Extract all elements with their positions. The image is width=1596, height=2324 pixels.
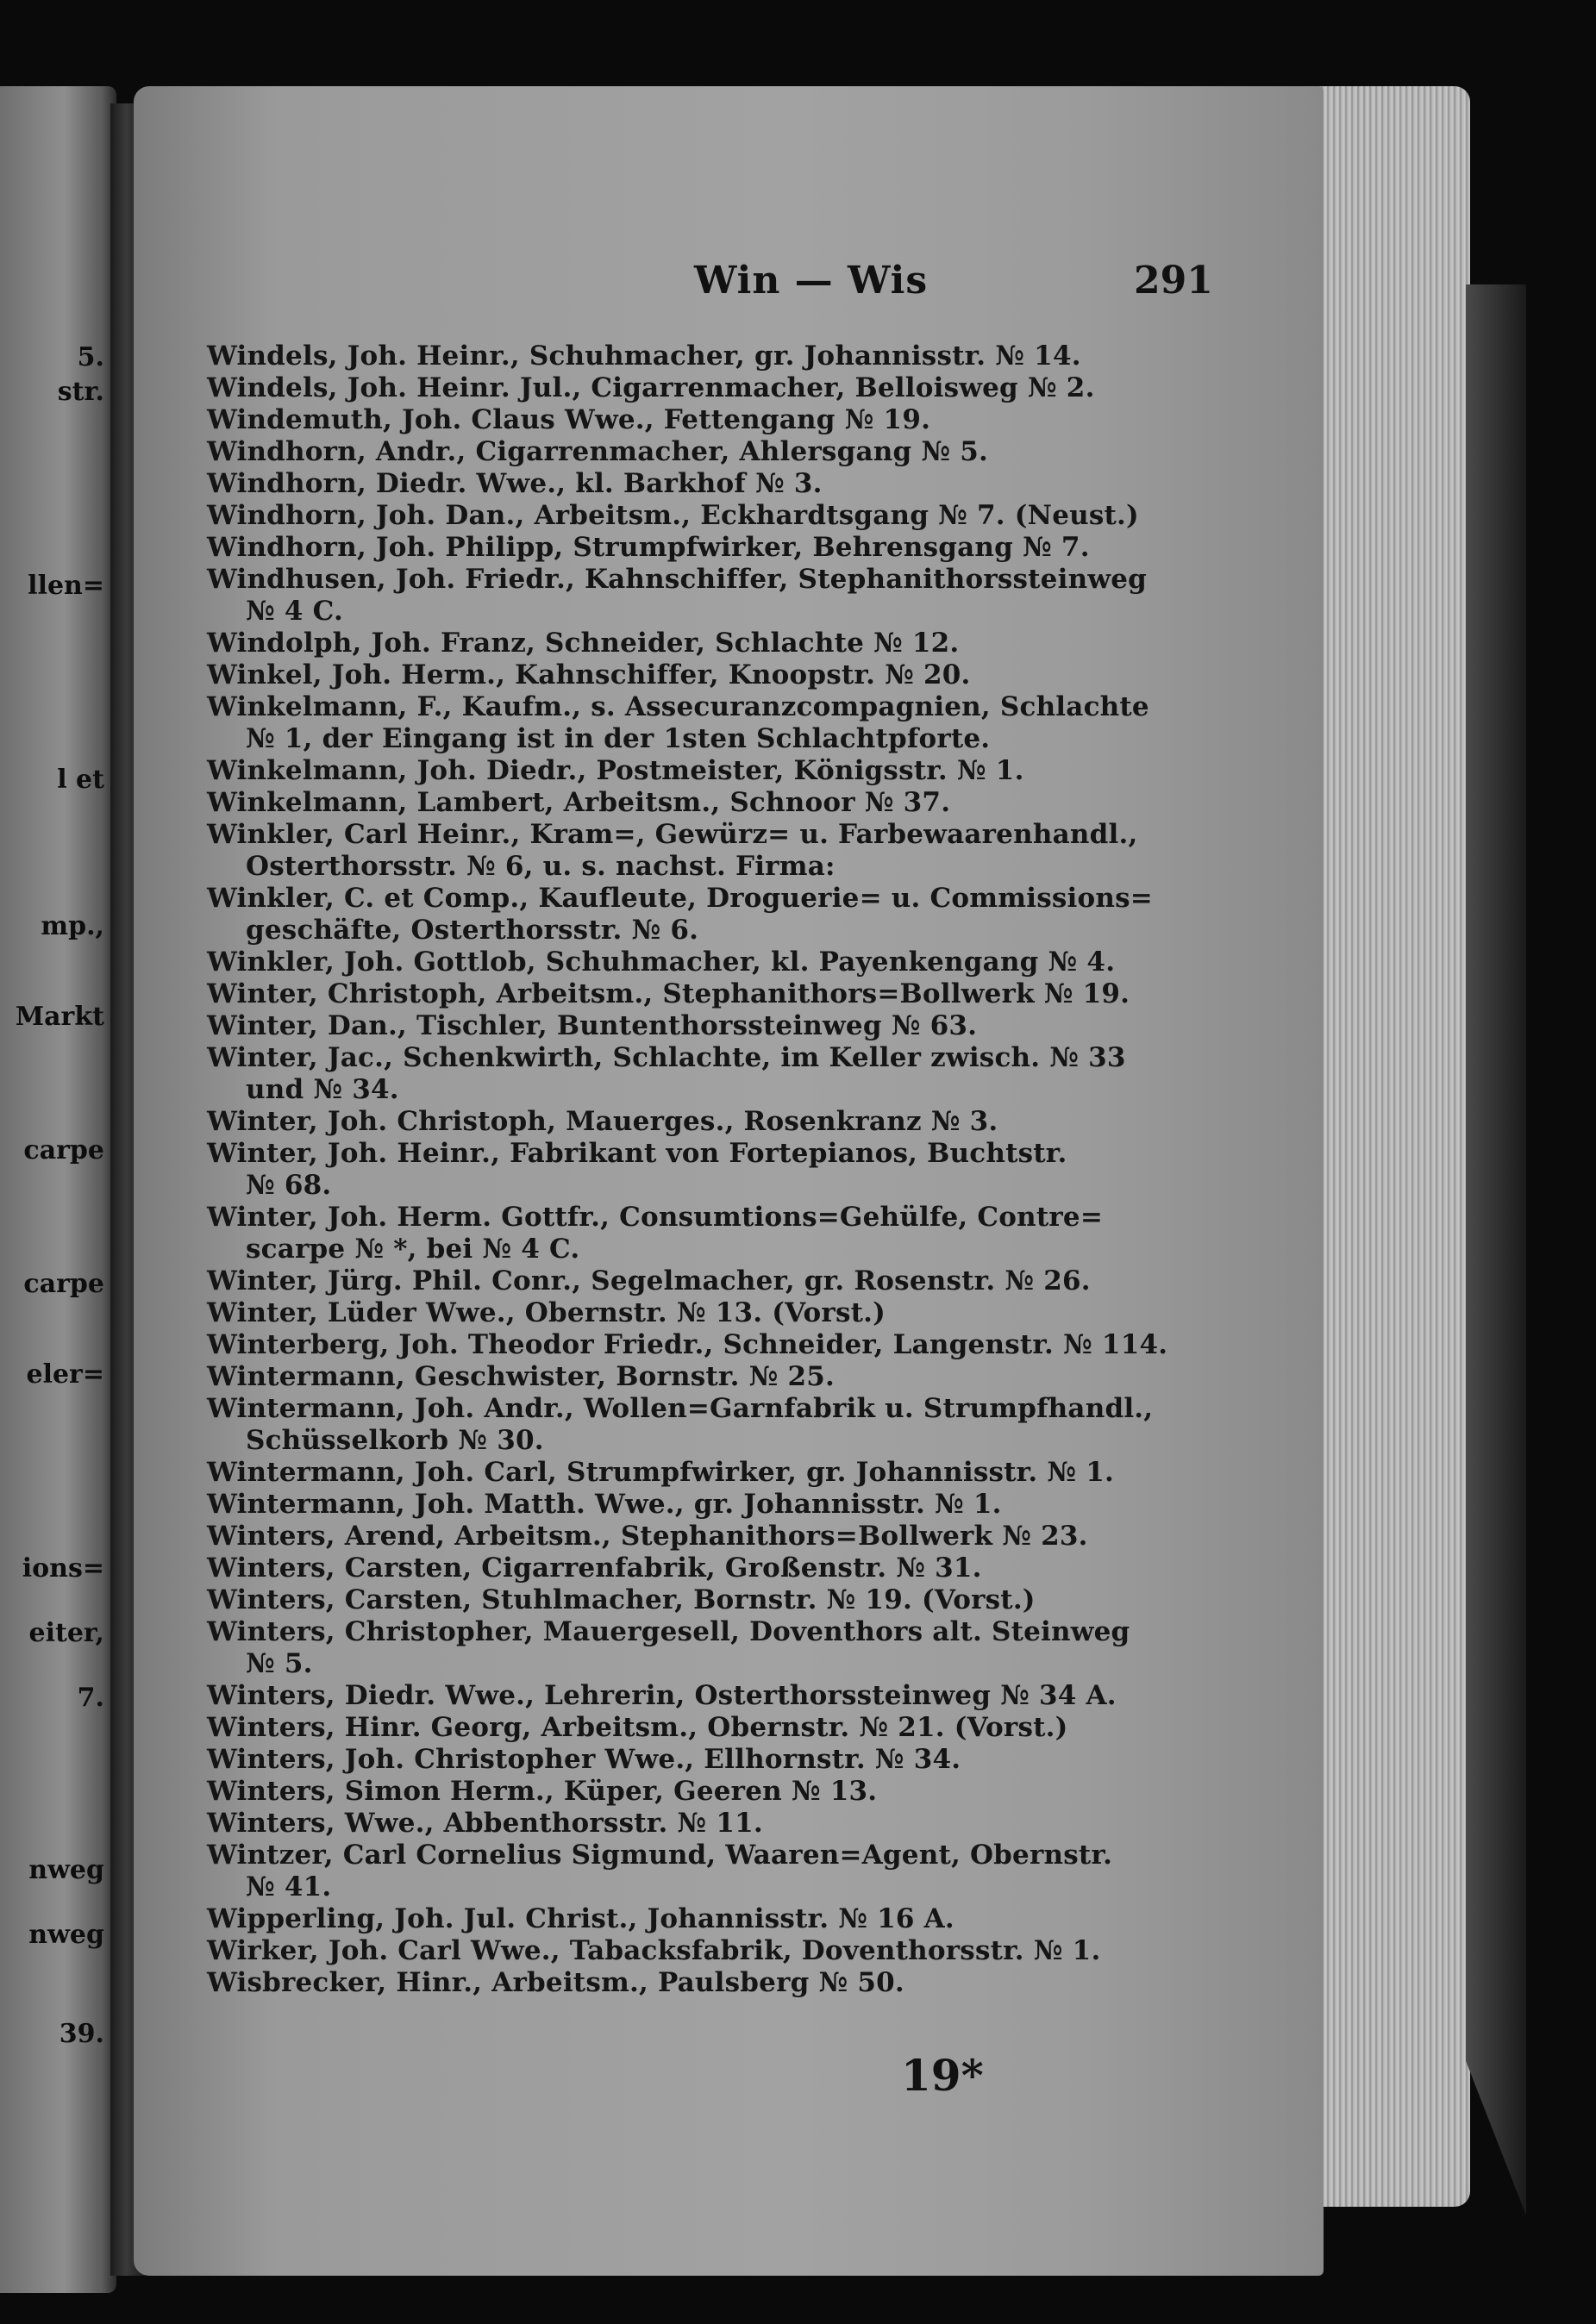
directory-entry: № 5. (246, 1648, 313, 1679)
left-fragment: 39. (59, 2019, 104, 2049)
directory-entry: Wintermann, Joh. Carl, Strumpfwirker, gr. Johannisstr. № 1. (207, 1457, 1114, 1488)
left-fragment: llen= (28, 571, 104, 601)
directory-entry: Winterberg, Joh. Theodor Friedr., Schneider, Langenstr. № 114. (207, 1329, 1168, 1360)
directory-entry: Winkler, Carl Heinr., Kram=, Gewürz= u. Farbewaarenhandl., (207, 819, 1138, 850)
directory-entry: Schüsselkorb № 30. (246, 1425, 544, 1456)
directory-entry: Winkelmann, F., Kaufm., s. Assecuranzcompagnien, Schlachte (207, 691, 1149, 722)
directory-entry: Winters, Hinr. Georg, Arbeitsm., Obernstr. № 21. (Vorst.) (207, 1712, 1068, 1743)
left-fragment: nweg (28, 1855, 104, 1885)
directory-entry: Winter, Joh. Christoph, Mauerges., Rosenkranz № 3. (207, 1106, 998, 1137)
directory-entry: Winkel, Joh. Herm., Kahnschiffer, Knoopstr. № 20. (207, 659, 971, 690)
directory-entry: Windhorn, Andr., Cigarrenmacher, Ahlersgang № 5. (207, 436, 988, 467)
left-fragment: nweg (28, 1920, 104, 1950)
page-number: 291 (1134, 259, 1213, 303)
directory-entry: Windhorn, Joh. Dan., Arbeitsm., Eckhardtsgang № 7. (Neust.) (207, 500, 1139, 531)
left-fragment: 5. (77, 342, 104, 372)
directory-entry: Winkelmann, Joh. Diedr., Postmeister, Königsstr. № 1. (207, 755, 1024, 786)
directory-entry: Winkelmann, Lambert, Arbeitsm., Schnoor № 37. (207, 787, 951, 818)
directory-entry: Winter, Dan., Tischler, Buntenthorssteinweg № 63. (207, 1010, 978, 1041)
directory-entry: Windhorn, Joh. Philipp, Strumpfwirker, Behrensgang № 7. (207, 532, 1090, 563)
page-header (134, 259, 1298, 310)
directory-entry: Winters, Carsten, Stuhlmacher, Bornstr. № 19. (Vorst.) (207, 1584, 1036, 1615)
left-fragment: carpe (23, 1135, 104, 1165)
directory-entry: Winkler, Joh. Gottlob, Schuhmacher, kl. Payenkengang № 4. (207, 946, 1116, 978)
page-edges-shadow (1466, 284, 1526, 2215)
directory-entry: Windels, Joh. Heinr. Jul., Cigarrenmacher, Belloisweg № 2. (207, 372, 1095, 403)
directory-entry: Wintzer, Carl Cornelius Sigmund, Waaren=Agent, Obernstr. (207, 1840, 1113, 1871)
running-head: Win — Wis (694, 259, 929, 303)
directory-entry: Winter, Christoph, Arbeitsm., Stephanithors=Bollwerk № 19. (207, 978, 1130, 1009)
directory-entry: № 41. (246, 1871, 332, 1902)
directory-entry: Osterthorsstr. № 6, u. s. nachst. Firma: (246, 851, 836, 882)
directory-entry: Windhusen, Joh. Friedr., Kahnschiffer, Stephanithorssteinweg (207, 564, 1148, 595)
directory-entry: № 4 C. (246, 596, 343, 627)
signature-mark: 19* (901, 2050, 984, 2101)
directory-entry: Winters, Joh. Christopher Wwe., Ellhornstr. № 34. (207, 1744, 961, 1775)
directory-entry: Winters, Simon Herm., Küper, Geeren № 13. (207, 1776, 878, 1807)
left-fragment: mp., (41, 911, 104, 941)
directory-entry: Windemuth, Joh. Claus Wwe., Fettengang № 19. (207, 404, 931, 435)
directory-entry: Windhorn, Diedr. Wwe., kl. Barkhof № 3. (207, 468, 823, 499)
left-fragment: Markt (15, 1002, 104, 1032)
directory-entry: Wintermann, Geschwister, Bornstr. № 25. (207, 1361, 836, 1392)
directory-entry: Winter, Joh. Herm. Gottfr., Consumtions=Gehülfe, Contre= (207, 1202, 1104, 1233)
directory-entry: Winkler, C. et Comp., Kaufleute, Droguerie= u. Commissions= (207, 883, 1153, 914)
directory-entry: Winters, Carsten, Cigarrenfabrik, Großenstr. № 31. (207, 1552, 982, 1584)
left-fragment: carpe (23, 1269, 104, 1299)
directory-entry: Wipperling, Joh. Jul. Christ., Johannisstr. № 16 A. (207, 1903, 954, 1934)
directory-entry: Winter, Jac., Schenkwirth, Schlachte, im Keller zwisch. № 33 (207, 1042, 1126, 1073)
directory-entry: Winter, Lüder Wwe., Obernstr. № 13. (Vorst.) (207, 1297, 886, 1328)
directory-entry: Winter, Jürg. Phil. Conr., Segelmacher, gr. Rosenstr. № 26. (207, 1265, 1091, 1296)
directory-entry: und № 34. (246, 1074, 399, 1105)
left-fragment: l et (57, 765, 104, 795)
directory-entry: № 68. (246, 1170, 332, 1201)
directory-entry: Winters, Christopher, Mauergesell, Doventhors alt. Steinweg (207, 1616, 1130, 1647)
directory-entry: Wirker, Joh. Carl Wwe., Tabacksfabrik, Doventhorsstr. № 1. (207, 1935, 1101, 1966)
directory-entry: geschäfte, Osterthorsstr. № 6. (246, 915, 699, 946)
directory-entry: scarpe № *, bei № 4 C. (246, 1234, 580, 1265)
directory-entry: Wintermann, Joh. Matth. Wwe., gr. Johannisstr. № 1. (207, 1489, 1002, 1520)
directory-entry: Winter, Joh. Heinr., Fabrikant von Fortepianos, Buchtstr. (207, 1138, 1067, 1169)
left-fragment: str. (57, 377, 104, 407)
directory-entry: Winters, Wwe., Abbenthorsstr. № 11. (207, 1808, 763, 1839)
directory-entry: Windolph, Joh. Franz, Schneider, Schlachte № 12. (207, 628, 960, 659)
directory-entry: Winters, Arend, Arbeitsm., Stephanithors=Bollwerk № 23. (207, 1521, 1088, 1552)
directory-entry: Wintermann, Joh. Andr., Wollen=Garnfabrik u. Strumpfhandl., (207, 1393, 1154, 1424)
left-fragment: eiter, (28, 1618, 104, 1648)
directory-entry: Winters, Diedr. Wwe., Lehrerin, Osterthorssteinweg № 34 A. (207, 1680, 1117, 1711)
left-fragment: ions= (22, 1553, 104, 1584)
left-facing-page (0, 86, 116, 2293)
left-fragment: 7. (77, 1683, 104, 1713)
directory-entry: Wisbrecker, Hinr., Arbeitsm., Paulsberg № 50. (207, 1967, 904, 1998)
directory-entry: № 1, der Eingang ist in der 1sten Schlachtpforte. (246, 723, 991, 754)
directory-entries (207, 340, 1181, 1999)
directory-entry: Windels, Joh. Heinr., Schuhmacher, gr. Johannisstr. № 14. (207, 340, 1081, 372)
left-fragment: eler= (26, 1359, 104, 1390)
